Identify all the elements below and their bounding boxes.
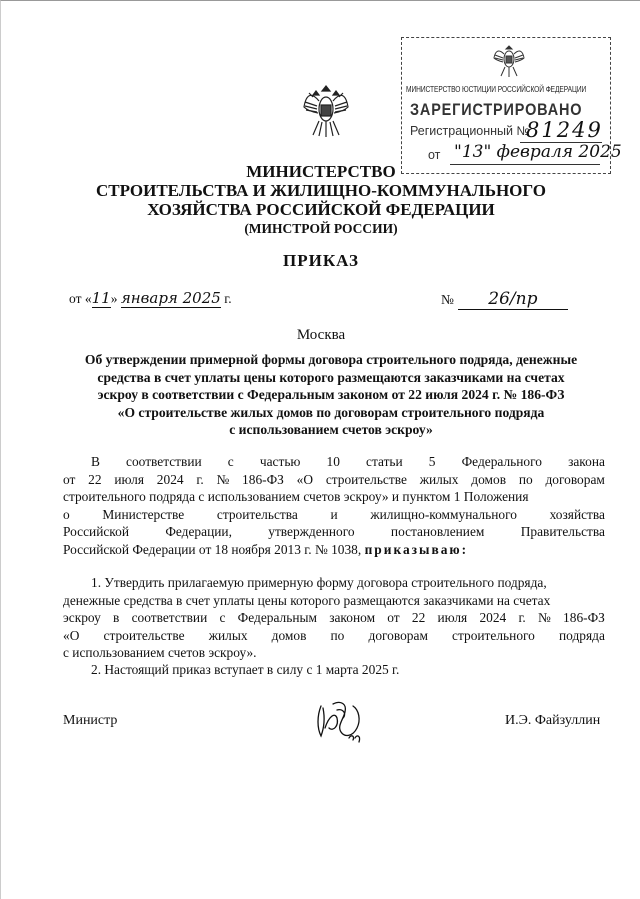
- stamp-reg-number: 81249: [526, 118, 603, 142]
- text-line: [63, 488, 605, 506]
- word: домов: [471, 471, 507, 487]
- word: Федерации,: [165, 524, 232, 540]
- word: статьи: [366, 454, 403, 469]
- text-line: [63, 453, 605, 471]
- word: и: [330, 506, 338, 522]
- word: о: [63, 506, 70, 522]
- word: постановлением: [390, 524, 485, 540]
- word: эскроу: [63, 610, 101, 626]
- word: №: [538, 610, 551, 626]
- word: 2024: [156, 471, 184, 487]
- word: от: [63, 471, 76, 487]
- number-value: 26/пр: [458, 289, 568, 310]
- coat-of-arms-icon: [492, 42, 526, 80]
- word: жилых: [419, 471, 459, 487]
- order-word: приказываю:: [364, 541, 469, 557]
- order-subject: [61, 351, 601, 439]
- word: «О: [63, 627, 80, 643]
- stamp-date: "13" февраля 2025: [454, 142, 622, 162]
- word: жилищно-коммунального: [370, 506, 517, 522]
- word: строительства: [216, 506, 298, 522]
- word: домов: [271, 627, 307, 643]
- word: Правительства: [520, 524, 605, 540]
- word: строительстве: [103, 627, 185, 643]
- date-suffix: г.: [220, 291, 232, 306]
- stamp-ministry: МИНИСТЕРСТВО ЮСТИЦИИ РОССИЙСКОЙ ФЕДЕРАЦИИ: [406, 84, 587, 94]
- line-text: 2. Настоящий приказ вступает в силу с 1 марта 2025 г.: [91, 662, 400, 677]
- word: 22: [411, 610, 426, 626]
- word: в: [113, 610, 120, 626]
- item-2-paragraph: [63, 661, 605, 679]
- order-number: [441, 289, 568, 310]
- registration-stamp: [401, 37, 622, 174]
- stamp-registered: ЗАРЕГИСТРИРОВАНО: [410, 100, 583, 119]
- word: соответствии: [126, 454, 202, 469]
- subject-line: Об утверждении примерной формы договора строительного подряда, денежные: [84, 352, 578, 367]
- word: договорам: [545, 471, 605, 487]
- word: г.: [518, 610, 526, 626]
- text-line: [63, 627, 605, 645]
- subject-line: с использованием счетов эскроу»: [229, 422, 433, 437]
- date-mid: »: [110, 291, 121, 306]
- ministry-title-line2: СТРОИТЕЛЬСТВА И ЖИЛИЩНО-КОММУНАЛЬНОГО: [95, 181, 547, 200]
- text-line: [63, 574, 605, 592]
- word: №: [216, 471, 230, 487]
- word: 2024: [479, 610, 507, 626]
- item-1-paragraph: [63, 574, 605, 662]
- word: законом: [329, 610, 376, 626]
- word: 10: [326, 454, 340, 469]
- word: от: [387, 610, 400, 626]
- stamp-reg-label: Регистрационный №: [410, 124, 530, 138]
- signatory-name: И.Э. Файзуллин: [505, 713, 601, 728]
- order-date: [69, 289, 232, 307]
- word: хозяйства: [549, 506, 605, 522]
- subject-line: средства в счет уплаты цены которого размещаются заказчиками на счетах: [97, 369, 565, 385]
- ministry-title-line3: ХОЗЯЙСТВА РОССИЙСКОЙ ФЕДЕРАЦИИ: [147, 200, 495, 219]
- word: строительстве: [325, 471, 407, 487]
- word: подряда: [559, 627, 605, 643]
- word: частью: [259, 454, 301, 469]
- word: 5: [428, 454, 436, 469]
- document-type: ПРИКАЗ: [283, 251, 359, 270]
- word: с: [219, 610, 226, 626]
- word: В: [91, 454, 100, 469]
- coat-of-arms-icon: [301, 83, 351, 143]
- word: Российской: [63, 524, 129, 540]
- text-line: [63, 523, 605, 541]
- text-line: [63, 661, 605, 679]
- word: закона: [568, 454, 605, 469]
- stamp-date-prefix: от: [428, 148, 441, 162]
- text-line: [63, 644, 605, 662]
- line-text: с использованием счетов эскроу».: [63, 645, 257, 661]
- preamble-paragraph: [63, 453, 605, 559]
- line-text: строительного подряда с использованием счетов эскроу» и пунктом 1 Положения: [63, 489, 529, 505]
- line-text: Российской Федерации от 18 ноября 2013 г. № 1038,: [63, 541, 365, 557]
- number-label: №: [441, 292, 454, 307]
- line-text: 1. Утвердить прилагаемую примерную форму договора строительного подряда,: [91, 575, 547, 590]
- date-year: 2025: [177, 289, 221, 307]
- word: «О: [296, 471, 314, 487]
- word: по: [330, 627, 345, 643]
- word: Федеральным: [237, 610, 317, 626]
- word: г.: [196, 471, 204, 487]
- word: строительного: [452, 627, 535, 643]
- word: Министерстве: [102, 506, 185, 522]
- word: 186-ФЗ: [242, 471, 284, 487]
- word: июля: [114, 471, 145, 487]
- signatory-title: Министр: [63, 713, 118, 728]
- text-line: [63, 592, 605, 610]
- subject-line: эскроу в соответствии с Федеральным законом от 22 июля 2024 г. № 186-ФЗ: [97, 387, 565, 402]
- word: по: [518, 471, 533, 487]
- word: соответствии: [131, 610, 208, 626]
- ministry-abbreviation: (МИНСТРОЙ РОССИИ): [244, 221, 398, 236]
- ministry-title-line1: МИНИСТЕРСТВО: [246, 162, 396, 181]
- handwritten-signature-icon: [313, 698, 369, 746]
- word: Федерального: [461, 454, 542, 469]
- word: утвержденного: [268, 524, 355, 540]
- text-line: [63, 541, 605, 559]
- word: с: [227, 454, 234, 469]
- word: июля: [437, 610, 468, 626]
- date-day: 11: [91, 289, 111, 307]
- text-line: [63, 471, 605, 489]
- word: жилых: [208, 627, 248, 643]
- word: 186-ФЗ: [563, 610, 605, 626]
- date-month: января: [120, 289, 178, 307]
- text-line: [63, 609, 605, 627]
- word: 22: [88, 471, 102, 487]
- line-text: денежные средства в счет уплаты цены которого размещаются заказчиками на счетах: [63, 592, 551, 608]
- word: договорам: [368, 627, 428, 643]
- date-prefix: от «: [69, 291, 92, 306]
- subject-line: «О строительстве жилых домов по договорам строительного подряда: [117, 404, 545, 420]
- text-line: [63, 506, 605, 524]
- city: Москва: [296, 327, 346, 343]
